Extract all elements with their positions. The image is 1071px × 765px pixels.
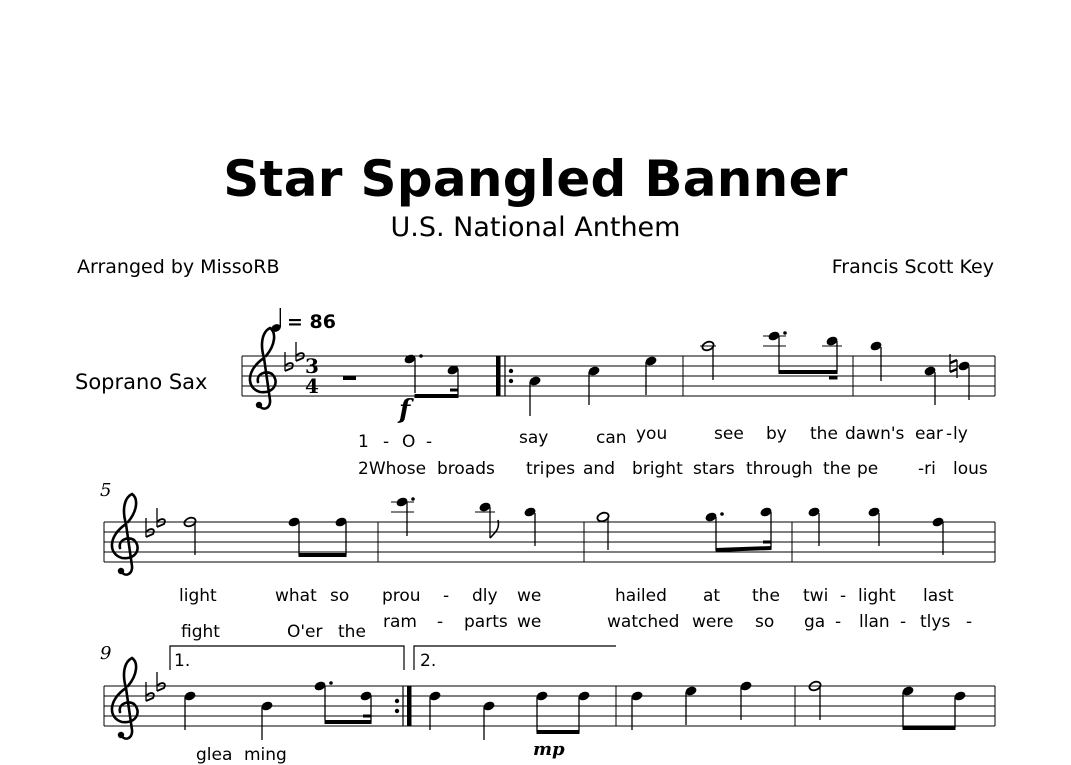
time-signature-bottom: 4 [305, 374, 319, 398]
lyric-syllable: -ri [918, 459, 936, 479]
lyric-syllable: ming [244, 745, 287, 765]
lyric-syllable: the [810, 424, 838, 444]
flat-icon [157, 508, 165, 527]
lyric-syllable: can [596, 428, 627, 448]
lyric-syllable: lous [953, 459, 988, 479]
lyric-syllable: the [752, 586, 780, 606]
lyric-syllable: we [517, 612, 542, 632]
treble-clef-icon [250, 328, 276, 409]
lyric-syllable: broads [437, 459, 495, 479]
lyric-syllable: ear [915, 424, 943, 444]
second-ending-label: 2. [420, 651, 437, 671]
lyric-syllable: you [636, 424, 668, 444]
lyric-syllable: prou [382, 586, 421, 606]
lyric-syllable: ram [383, 612, 417, 632]
lyric-syllable: we [517, 586, 542, 606]
flat-icon [146, 682, 154, 701]
lyric-syllable: 1 [358, 432, 369, 452]
first-ending-bracket [170, 646, 404, 670]
instrument-name: Soprano Sax [75, 370, 208, 394]
lyric-syllable: dly [472, 586, 498, 606]
lyric-syllable: at [703, 586, 721, 606]
staff-system-2 [104, 494, 995, 575]
lyric-syllable: bright [632, 459, 683, 479]
lyric-syllable: pes [545, 459, 576, 479]
treble-clef-icon [112, 658, 138, 739]
lyric-syllable: ly [953, 424, 968, 444]
lyric-syllable: parts [464, 612, 508, 632]
lyric-hyphen: - [443, 586, 450, 606]
lyric-syllable: tri [526, 459, 545, 479]
lyric-hyphen: - [946, 424, 953, 444]
lyric-syllable: the [823, 459, 851, 479]
second-ending-bracket [414, 646, 616, 670]
lyric-hyphen: - [426, 432, 433, 452]
measure-number: 5 [100, 480, 112, 501]
lyric-syllable: pe [857, 459, 879, 479]
flat-icon [285, 352, 293, 371]
lyric-syllable: light [179, 586, 217, 606]
lyric-syllable: O'er [287, 622, 323, 642]
lyric-hyphen: - [966, 612, 973, 632]
lyric-syllable: say [519, 428, 549, 448]
lyric-syllable: hailed [615, 586, 667, 606]
lyric-syllable: were [692, 612, 734, 632]
page-subtitle: U.S. National Anthem [390, 212, 681, 243]
lyric-syllable: last [923, 586, 954, 606]
lyric-syllable: 2Whose [358, 459, 427, 479]
lyric-syllable: dawn's [845, 424, 905, 444]
lyric-syllable: O [402, 432, 416, 452]
lyric-syllable: fight [181, 622, 220, 642]
time-signature-top: 3 [305, 354, 319, 378]
first-ending-label: 1. [174, 651, 191, 671]
lyric-hyphen: - [383, 432, 390, 452]
lyric-syllable: tlys [920, 612, 951, 632]
lyric-syllable: by [766, 424, 787, 444]
dynamic-mezzo-piano: mp [533, 739, 565, 760]
lyric-syllable: what [275, 586, 317, 606]
lyric-hyphen: - [835, 612, 842, 632]
lyric-syllable: watched [607, 612, 680, 632]
flat-icon [296, 342, 304, 361]
lyric-syllable: through [746, 459, 813, 479]
lyric-syllable: so [330, 586, 350, 606]
dynamic-forte: f [399, 395, 411, 425]
staff-system-1 [242, 328, 995, 416]
lyric-syllable: so [755, 612, 775, 632]
lyric-hyphen: - [437, 612, 444, 632]
lyric-syllable: and [583, 459, 615, 479]
composer-credit: Francis Scott Key [831, 256, 994, 278]
lyric-syllable: stars [693, 459, 735, 479]
page-title: Star Spangled Banner [223, 150, 848, 208]
lyric-syllable: see [714, 424, 744, 444]
half-rest-icon [343, 376, 356, 380]
flat-icon [157, 672, 165, 691]
lyric-syllable: light [858, 586, 896, 606]
flat-icon [146, 518, 154, 537]
lyric-hyphen: - [900, 612, 907, 632]
lyric-syllable: llan [859, 612, 890, 632]
measure-number: 9 [100, 643, 112, 664]
arranger-credit: Arranged by MissoRB [77, 256, 280, 278]
lyric-syllable: ga [804, 612, 826, 632]
lyric-hyphen: - [840, 586, 847, 606]
lyric-syllable: twi [803, 586, 829, 606]
tempo-marking: = 86 [287, 311, 336, 333]
treble-clef-icon [112, 494, 138, 575]
lyric-syllable: glea [196, 745, 233, 765]
lyric-syllable: the [338, 622, 366, 642]
staff-system-3 [104, 646, 995, 740]
